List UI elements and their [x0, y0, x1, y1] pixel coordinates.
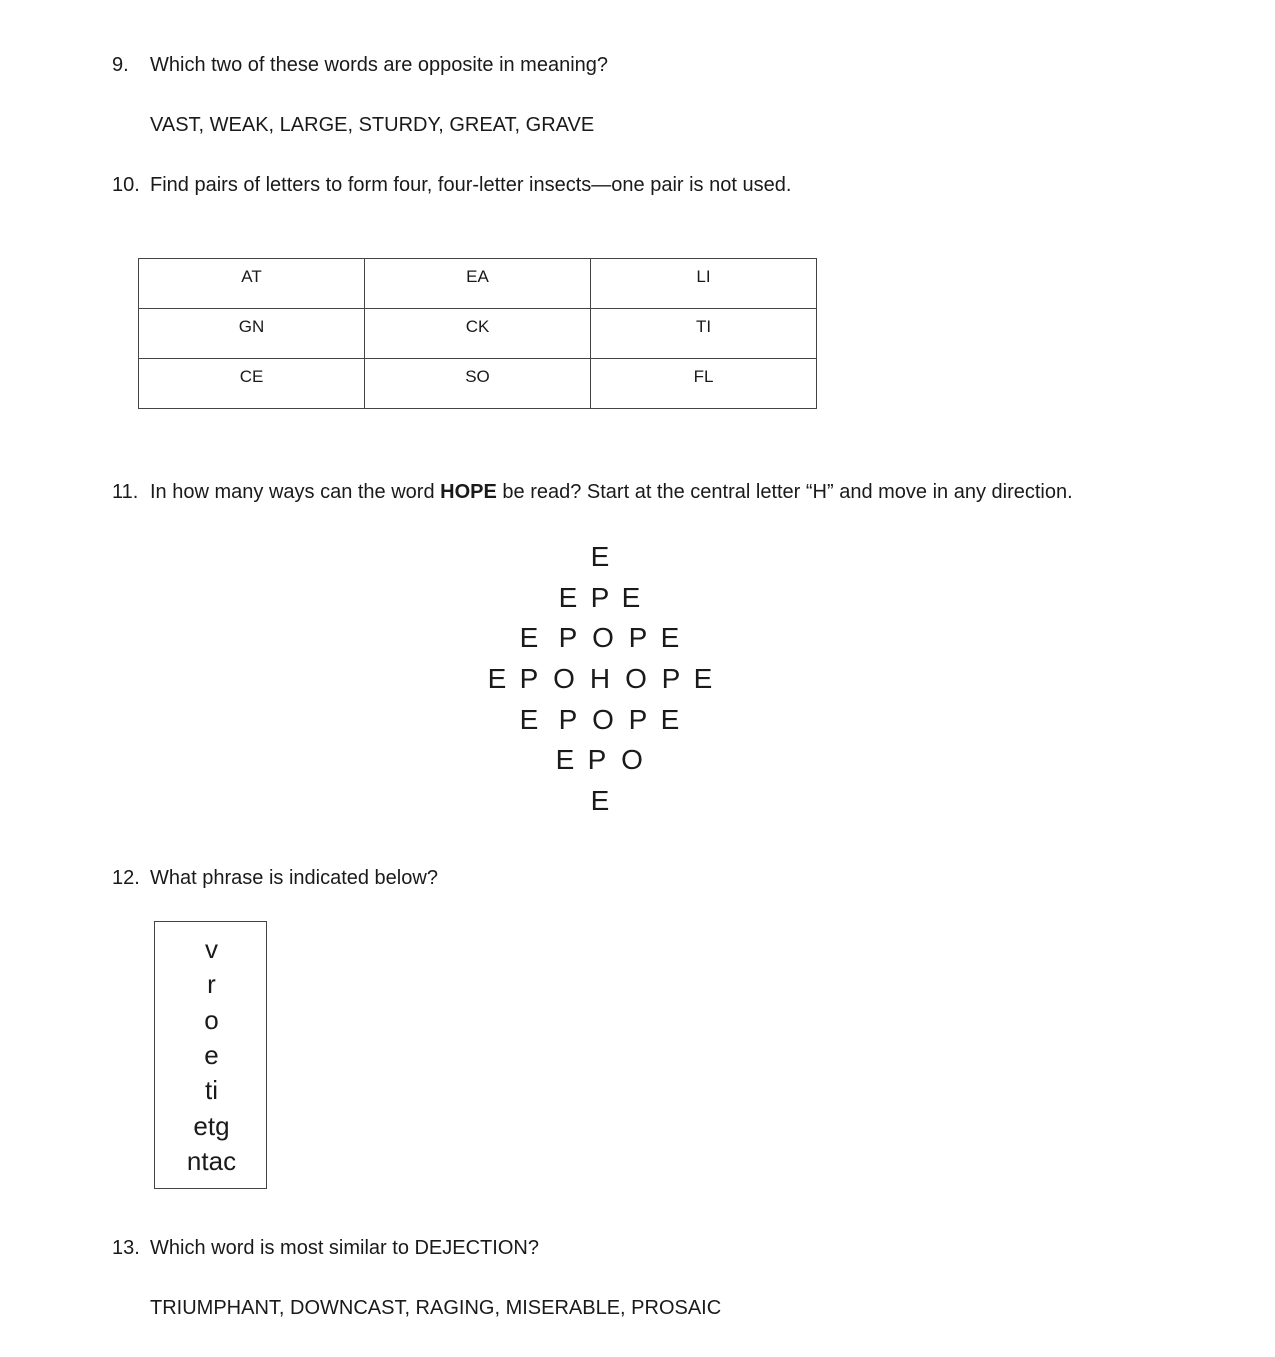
question-9-text: Which two of these words are opposite in meaning?	[150, 54, 609, 76]
question-10-number: 10.	[112, 174, 140, 196]
question-10-text: Find pairs of letters to form four, four-letter insects—one pair is not used.	[150, 174, 792, 196]
table-row	[139, 359, 817, 409]
phrase-line: o	[204, 1005, 219, 1035]
grid-letter: O	[592, 704, 614, 735]
question-13-number: 13.	[112, 1237, 140, 1259]
grid-letter: E	[660, 622, 680, 653]
question-9-options: VAST, WEAK, LARGE, STURDY, GREAT, GRAVE	[150, 114, 595, 136]
question-11-text	[150, 480, 1073, 504]
grid-letter: E	[519, 622, 539, 653]
grid-letter: E	[621, 582, 641, 613]
grid-letter: E	[660, 704, 680, 735]
grid-letter: O	[592, 622, 614, 653]
question-11-text-end: be read? Start at the central letter “H” and move in any direction.	[496, 481, 1073, 503]
table-cell: CK	[365, 309, 591, 359]
table-row	[139, 259, 817, 309]
grid-letter: P	[558, 704, 578, 735]
table-cell: CE	[139, 359, 365, 409]
question-13-text: Which word is most similar to DEJECTION?	[150, 1237, 539, 1259]
grid-letter: O	[621, 744, 643, 775]
grid-letter: E	[487, 663, 507, 694]
phrase-line: etg	[193, 1111, 230, 1141]
phrase-puzzle-box	[154, 921, 267, 1189]
question-11-number: 11.	[112, 481, 139, 503]
table-cell: FL	[591, 359, 817, 409]
letter-pairs-table	[138, 258, 817, 409]
phrase-line: ti	[205, 1075, 218, 1105]
grid-letter-center-h: H	[589, 663, 611, 694]
grid-letter: P	[590, 582, 610, 613]
grid-letter: O	[625, 663, 647, 694]
grid-letter: E	[693, 663, 713, 694]
grid-letter: E	[519, 704, 539, 735]
grid-letter: E	[590, 785, 610, 816]
grid-letter: P	[519, 663, 539, 694]
grid-letter: E	[590, 541, 610, 572]
question-12-number: 12.	[112, 867, 140, 889]
table-cell: EA	[365, 259, 591, 309]
table-cell: SO	[365, 359, 591, 409]
grid-letter: P	[628, 704, 648, 735]
phrase-line: v	[205, 934, 218, 964]
grid-letter: P	[587, 744, 607, 775]
table-cell: GN	[139, 309, 365, 359]
table-row	[139, 309, 817, 359]
grid-letter: P	[558, 622, 578, 653]
phrase-line: r	[207, 969, 216, 999]
question-13-options: TRIUMPHANT, DOWNCAST, RAGING, MISERABLE, PROSAIC	[150, 1297, 722, 1319]
question-11-text-start: In how many ways can the word	[150, 481, 441, 503]
table-cell: LI	[591, 259, 817, 309]
table-cell: TI	[591, 309, 817, 359]
question-12-text: What phrase is indicated below?	[150, 867, 438, 889]
question-11-keyword: HOPE	[440, 481, 497, 503]
question-9-number: 9.	[112, 54, 129, 76]
table-cell: AT	[139, 259, 365, 309]
grid-letter: P	[628, 622, 648, 653]
grid-letter: P	[661, 663, 681, 694]
phrase-line: ntac	[186, 1146, 237, 1176]
grid-letter: O	[553, 663, 575, 694]
phrase-line: e	[204, 1040, 219, 1070]
grid-letter: E	[558, 582, 578, 613]
grid-letter: E	[555, 744, 575, 775]
